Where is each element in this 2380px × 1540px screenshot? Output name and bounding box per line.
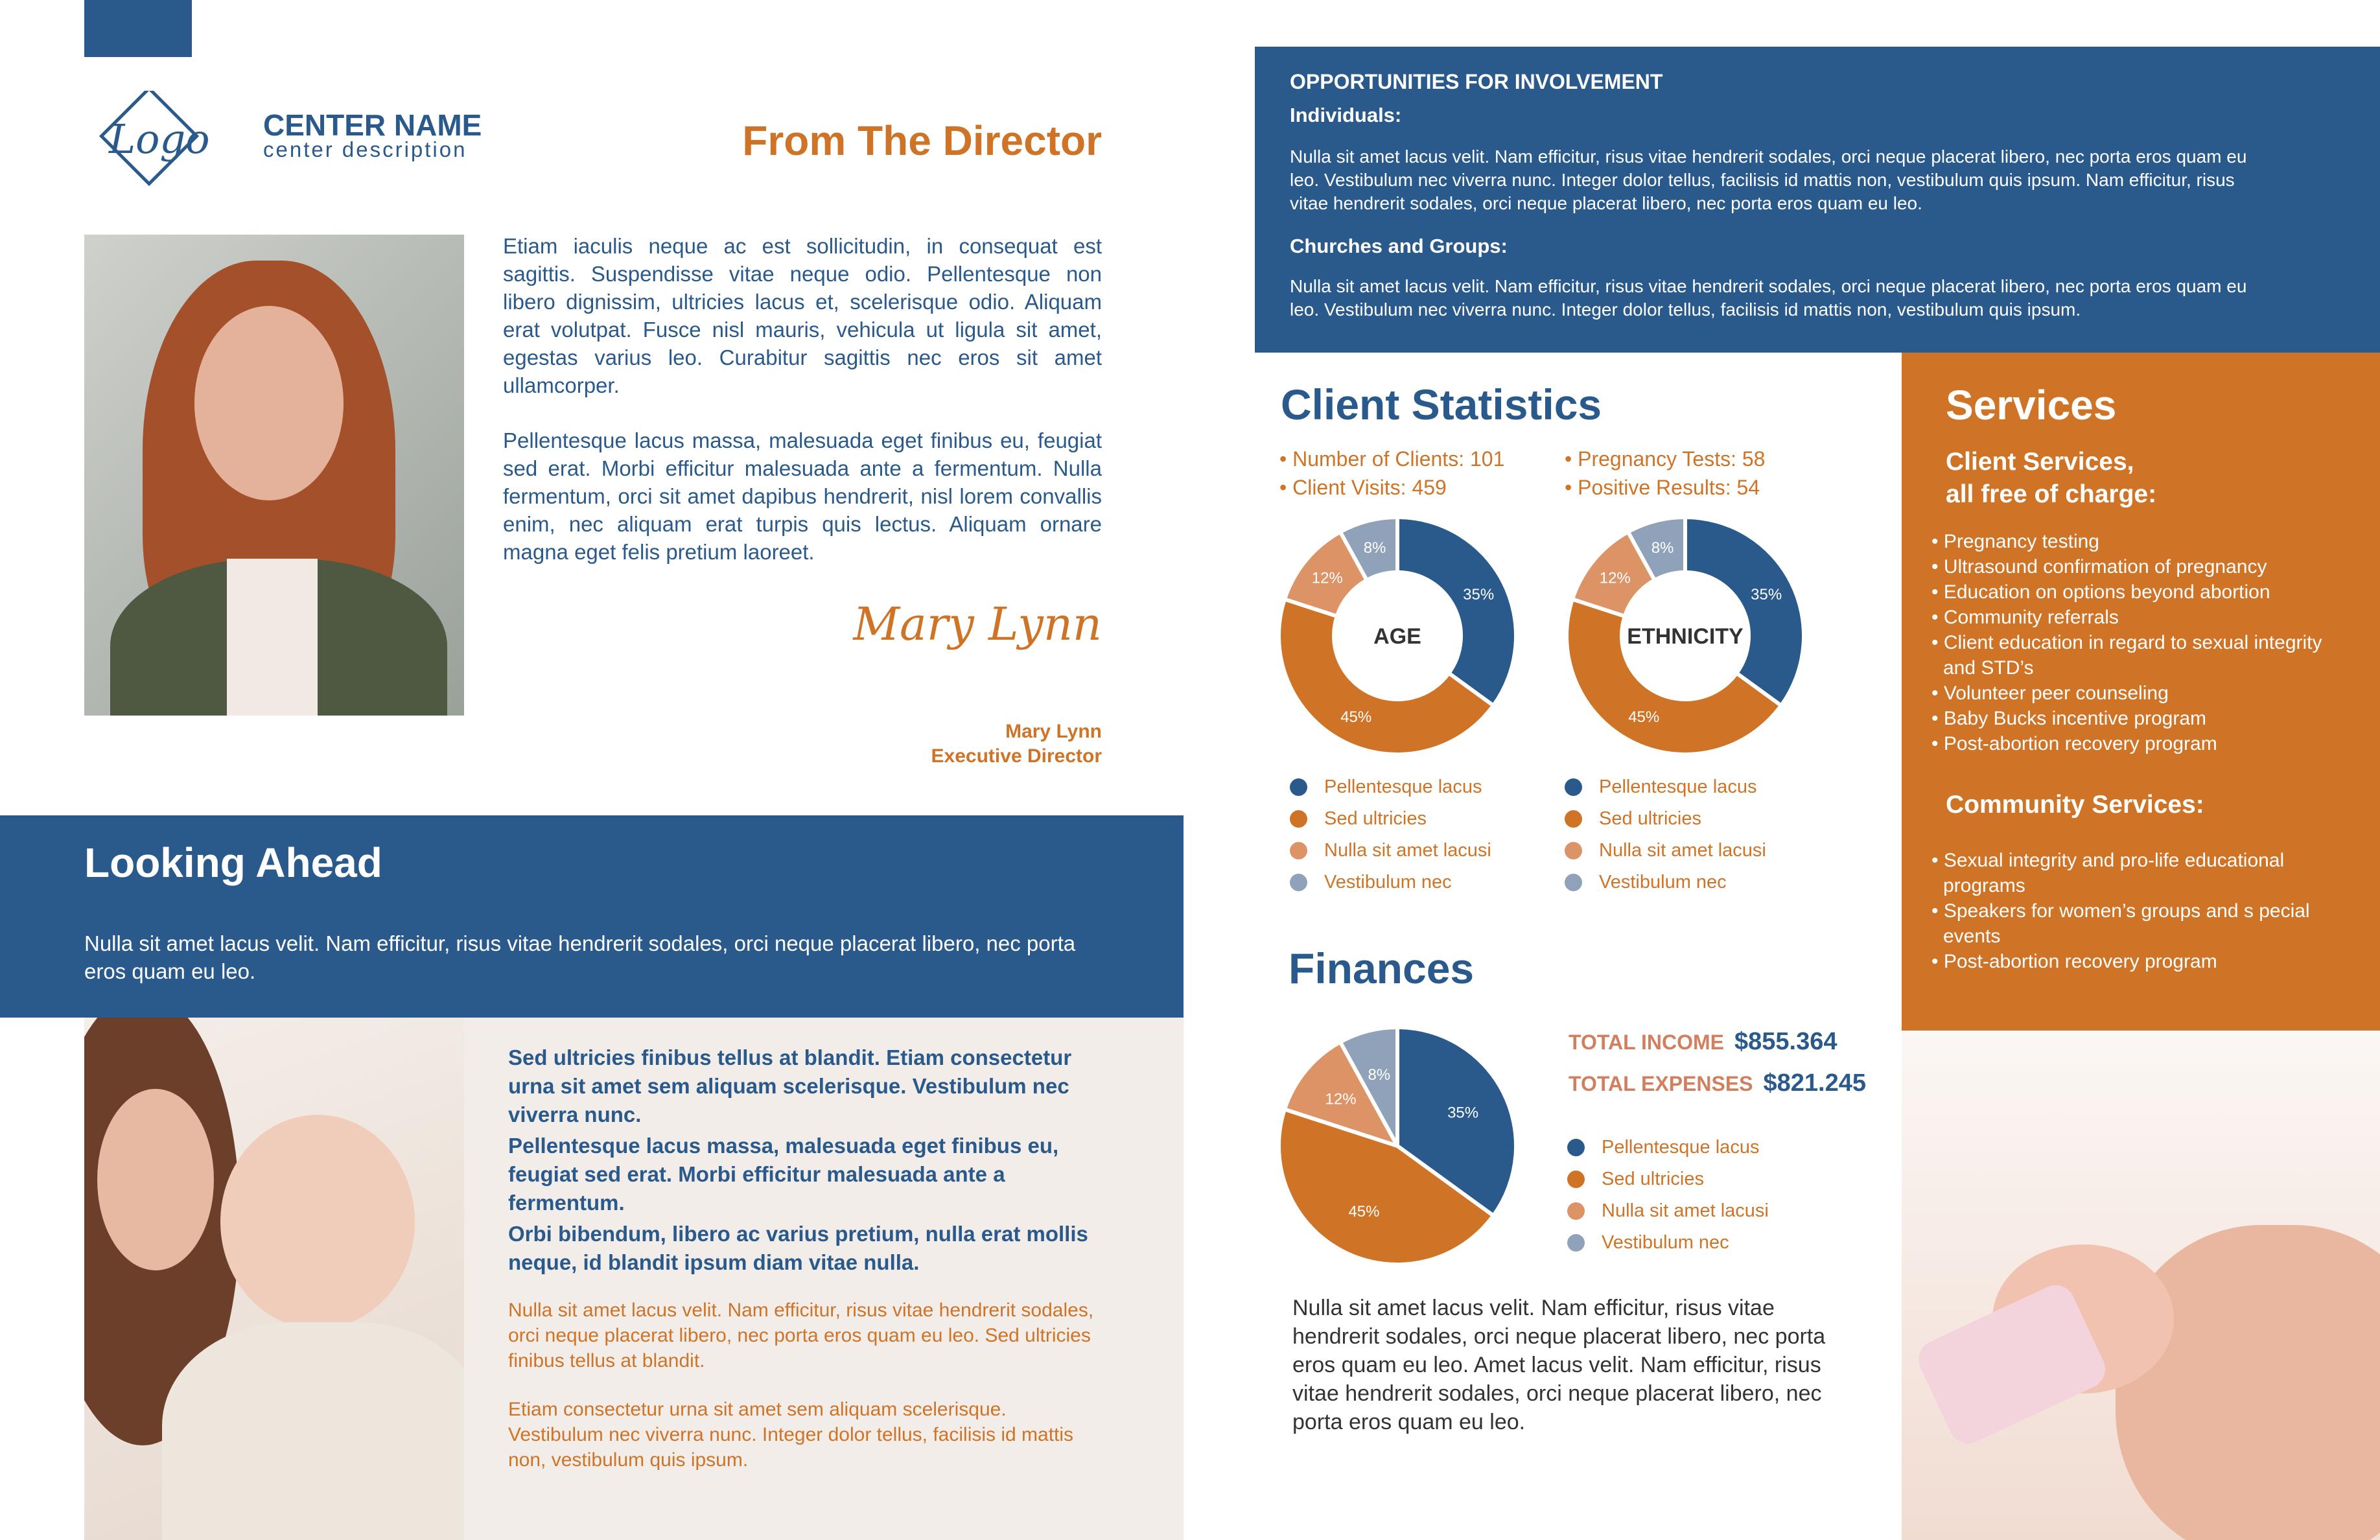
center-description: center description xyxy=(263,137,467,161)
income-value: $855.364 xyxy=(1734,1028,1838,1055)
slice-label: 45% xyxy=(1628,708,1660,727)
director-photo xyxy=(84,235,464,716)
churches-text: Nulla sit amet lacus velit. Nam efficitur, risus vitae hendrerit sodales, orci neque placerat libero, nec porta eros quam eu leo. Vestibulum nec viverra nunc. Integer dolor tellus, facilisis id mattis non, vestibulum quis ipsum. xyxy=(1290,276,2247,320)
looking-ahead-paragraph-1: Nulla sit amet lacus velit. Nam efficitur, risus vitae hendrerit sodales, orci neque placerat libero, nec porta eros quam eu leo. Sed ultricies finibus tellus at blandit. xyxy=(508,1300,1094,1371)
ethnicity-legend xyxy=(1565,771,1766,898)
director-signature: Mary Lynn xyxy=(853,598,1102,651)
director-name: Mary Lynn xyxy=(1005,721,1102,742)
client-services-heading xyxy=(1946,446,2156,511)
churches-label: Churches and Groups: xyxy=(1290,235,1508,257)
legend-item xyxy=(1567,1132,1769,1163)
looking-ahead-intro: Nulla sit amet lacus velit. Nam efficitur, risus vitae hendrerit sodales, orci neque placerat libero, nec porta eros quam eu leo. xyxy=(84,931,1076,983)
legend-swatch xyxy=(1567,1234,1585,1252)
legend-item xyxy=(1567,1227,1769,1259)
slice-label: 35% xyxy=(1463,586,1495,604)
legend-swatch xyxy=(1565,874,1582,891)
stats-right xyxy=(1565,445,1765,502)
slice-label: 35% xyxy=(1751,586,1782,604)
opportunities-heading: OPPORTUNITIES FOR INVOLVEMENT xyxy=(1290,70,1663,93)
finances-heading: Finances xyxy=(1289,944,1475,992)
legend-item xyxy=(1290,803,1491,835)
bold-paragraph-2: Pellentesque lacus massa, malesuada eget finibus eu, feugiat sed erat. Morbi efficitur malesuada ante a fermentum. xyxy=(508,1134,1059,1215)
chart-center-label: ETHNICITY xyxy=(1627,624,1744,649)
expenses-label: TOTAL EXPENSES xyxy=(1569,1072,1753,1095)
photo-mother-face xyxy=(97,1089,214,1270)
community-item: • Sexual integrity and pro-life educational programs xyxy=(1931,850,2285,896)
legend-label: Sed ultricies xyxy=(1599,808,1701,829)
service-item: • Volunteer peer counseling xyxy=(1931,682,2169,704)
stat-pregnancy-tests: • Pregnancy Tests: 58 xyxy=(1565,447,1766,471)
legend-swatch xyxy=(1290,778,1307,796)
service-item: • Community referrals xyxy=(1931,607,2119,628)
slice-label: 12% xyxy=(1599,569,1631,587)
finances-pie-chart xyxy=(1277,1025,1518,1266)
chart-center-label: AGE xyxy=(1373,624,1421,649)
client-stats-heading: Client Statistics xyxy=(1281,380,1602,428)
community-item: • Post-abortion recovery program xyxy=(1931,951,2217,972)
logo-script: Logo xyxy=(109,115,210,163)
corner-accent xyxy=(84,0,192,57)
legend-swatch xyxy=(1565,778,1582,796)
age-legend xyxy=(1290,771,1491,898)
client-services-list xyxy=(1931,529,2346,756)
legend-item xyxy=(1567,1163,1769,1195)
finances-legend xyxy=(1567,1132,1769,1259)
service-item: • Client education in regard to sexual integrity and STD’s xyxy=(1931,632,2322,679)
legend-label: Pellentesque lacus xyxy=(1602,1137,1760,1158)
ethnicity-donut-chart xyxy=(1565,515,1806,756)
looking-ahead-paragraph-2: Etiam consectetur urna sit amet sem aliquam scelerisque. Vestibulum nec viverra nunc. Integer dolor tellus, facilisis id mattis non, vestibulum quis ipsum. xyxy=(508,1399,1074,1471)
photo-face xyxy=(194,306,344,500)
looking-ahead-text xyxy=(508,1298,1104,1473)
services-heading: Services xyxy=(1946,382,2117,428)
legend-item xyxy=(1290,771,1491,803)
looking-ahead-bold-text xyxy=(508,1044,1111,1277)
director-paragraph-1: Etiam iaculis neque ac est sollicitudin, in consequat est sagittis. Suspendisse vitae neque odio. Pellentesque non libero dignissim, ultricies lacus et, scelerisque odio. Aliquam erat volutpat. Fusce nisl mauris, vehicula ut ligula sit amet, egestas varius leo. Curabitur sagittis nec eros sit amet ullamcorper. xyxy=(503,234,1102,397)
legend-label: Nulla sit amet lacusi xyxy=(1324,840,1491,861)
legend-swatch xyxy=(1290,810,1307,828)
individuals-label: Individuals: xyxy=(1290,104,1402,126)
bold-paragraph-1: Sed ultricies finibus tellus at blandit. Etiam consectetur urna sit amet sem aliquam scelerisque. Vestibulum nec viverra nunc. xyxy=(508,1045,1072,1126)
client-services-heading-line-2: all free of charge: xyxy=(1946,480,2157,508)
looking-ahead-band xyxy=(0,815,1184,1018)
slice-label: 35% xyxy=(1447,1104,1479,1122)
photo-adult-hand xyxy=(2116,1225,2380,1540)
slice-label: 45% xyxy=(1340,708,1372,727)
slice-label: 8% xyxy=(1651,539,1674,557)
income-row xyxy=(1569,1028,1838,1056)
legend-label: Sed ultricies xyxy=(1602,1169,1704,1189)
legend-label: Nulla sit amet lacusi xyxy=(1602,1200,1769,1221)
looking-ahead-heading: Looking Ahead xyxy=(84,839,382,886)
legend-item xyxy=(1290,867,1491,898)
income-label: TOTAL INCOME xyxy=(1569,1031,1724,1054)
center-name: CENTER NAME xyxy=(263,108,482,142)
service-item: • Baby Bucks incentive program xyxy=(1931,708,2207,729)
individuals-text: Nulla sit amet lacus velit. Nam efficitur, risus vitae hendrerit sodales, orci neque placerat libero, nec porta eros quam eu leo. Vestibulum nec viverra nunc. Integer dolor tellus, facilisis id mattis non, vestibulum quis ipsum. Nam efficitur, risus vitae hendrerit sodales, orci neque placerat libero, nec porta eros quam eu leo. xyxy=(1290,146,2247,213)
director-text xyxy=(503,232,1102,566)
legend-item xyxy=(1290,835,1491,867)
mother-baby-photo xyxy=(84,1018,464,1540)
opportunities-box xyxy=(1255,47,2380,353)
slice-label: 45% xyxy=(1348,1203,1380,1221)
service-item: • Ultrasound confirmation of pregnancy xyxy=(1931,556,2267,578)
legend-item xyxy=(1565,835,1766,867)
slice-label: 12% xyxy=(1325,1090,1357,1108)
services-box xyxy=(1902,353,2380,1031)
director-heading: From The Director xyxy=(742,117,1102,164)
service-item: • Pregnancy testing xyxy=(1931,531,2099,552)
stat-number-of-clients: • Number of Clients: 101 xyxy=(1279,447,1505,471)
legend-item xyxy=(1565,867,1766,898)
legend-item xyxy=(1565,771,1766,803)
legend-swatch xyxy=(1567,1171,1585,1188)
legend-label: Pellentesque lacus xyxy=(1324,776,1482,797)
service-item: • Post-abortion recovery program xyxy=(1931,733,2217,754)
legend-swatch xyxy=(1565,810,1582,828)
expenses-row xyxy=(1569,1069,1866,1097)
client-services-heading-line-1: Client Services, xyxy=(1946,448,2134,476)
stats-left xyxy=(1279,445,1504,502)
community-services-heading: Community Services: xyxy=(1946,791,2204,819)
community-item: • Speakers for women’s groups and s pecial events xyxy=(1931,900,2310,947)
slice-label: 8% xyxy=(1368,1066,1391,1084)
expenses-value: $821.245 xyxy=(1763,1069,1867,1097)
service-item: • Education on options beyond abortion xyxy=(1931,581,2270,603)
photo-baby-sweater xyxy=(162,1322,464,1540)
slice-label: 12% xyxy=(1311,569,1343,587)
director-paragraph-2: Pellentesque lacus massa, malesuada eget finibus eu, feugiat sed erat. Morbi efficitur malesuada ante a fermentum. Nulla fermentum, orci sit amet dapibus hendrerit, nisl lorem convallis enim, nec aliquam erat turpis quis lectus. Aliquam ornare magna eget felis pretium laoreet. xyxy=(503,428,1102,564)
legend-label: Vestibulum nec xyxy=(1599,872,1727,892)
legend-swatch xyxy=(1290,842,1307,859)
photo-baby-head xyxy=(220,1115,415,1329)
legend-label: Pellentesque lacus xyxy=(1599,776,1757,797)
community-services-list xyxy=(1931,848,2346,974)
newborn-hands-photo xyxy=(1902,1031,2380,1540)
stat-client-visits: • Client Visits: 459 xyxy=(1279,476,1447,499)
legend-label: Vestibulum nec xyxy=(1324,872,1452,892)
legend-swatch xyxy=(1290,874,1307,891)
photo-shirt xyxy=(227,559,318,716)
legend-swatch xyxy=(1565,842,1582,859)
director-title: Executive Director xyxy=(931,745,1102,767)
slice-label: 8% xyxy=(1363,539,1386,557)
bold-paragraph-3: Orbi bibendum, libero ac varius pretium, nulla erat mollis neque, id blandit ipsum diam vitae nulla. xyxy=(508,1222,1088,1274)
legend-label: Nulla sit amet lacusi xyxy=(1599,840,1766,861)
legend-swatch xyxy=(1567,1202,1585,1220)
legend-label: Vestibulum nec xyxy=(1602,1232,1729,1253)
finances-paragraph: Nulla sit amet lacus velit. Nam efficitur, risus vitae hendrerit sodales, orci neque placerat libero, nec porta eros quam eu leo. Amet lacus velit. Nam efficitur, risus vitae hendrerit sodales, orci neque placerat libero, nec porta eros quam eu leo. xyxy=(1292,1296,1826,1434)
legend-label: Sed ultricies xyxy=(1324,808,1427,829)
legend-item xyxy=(1565,803,1766,835)
stat-positive-results: • Positive Results: 54 xyxy=(1565,476,1760,499)
legend-swatch xyxy=(1567,1139,1585,1156)
legend-item xyxy=(1567,1195,1769,1227)
age-donut-chart xyxy=(1277,515,1518,756)
logo xyxy=(83,91,251,201)
